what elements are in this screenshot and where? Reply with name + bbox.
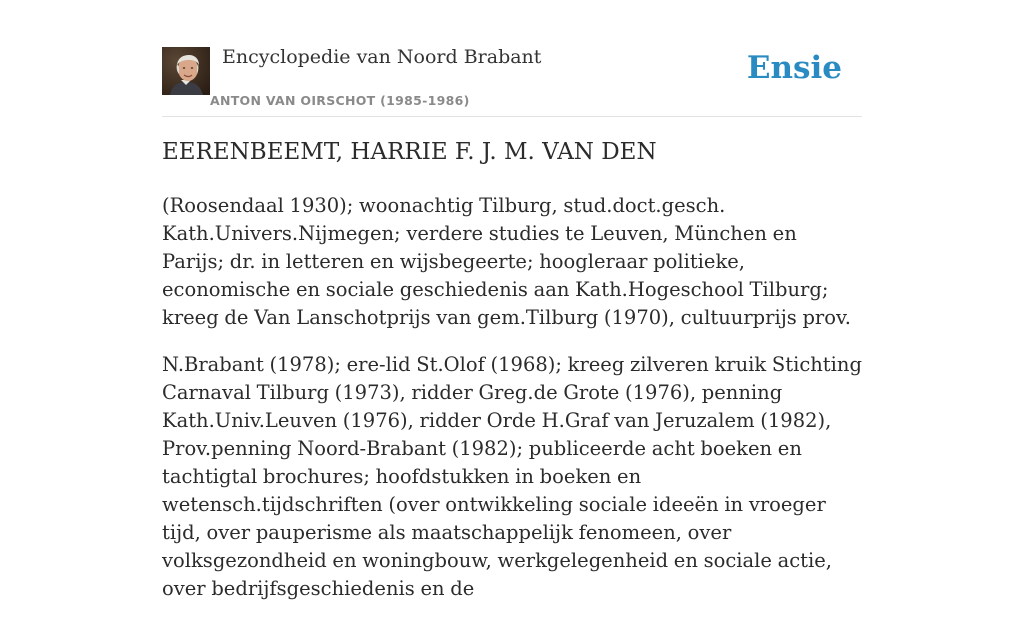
source-header [162,0,862,117]
entry-body [162,192,862,622]
author-avatar[interactable] [162,47,210,95]
entry-paragraph: (Roosendaal 1930); woonachtig Tilburg, stud.doct.gesch. Kath.Univers.Nijmegen; verdere studies te Leuven, München en Parijs; dr. in letteren en wijsbegeerte; hoogleraar politieke, economische en sociale geschiedenis aan Kath.Hogeschool Tilburg; kreeg de Van Lanschotprijs van gem.Tilburg (1970), cultuurprijs prov. [162,194,851,329]
article-page [162,0,862,600]
entry-paragraph: N.Brabant (1978); ere-lid St.Olof (1968); kreeg zilveren kruik Stichting Carnaval Tilburg (1973), ridder Greg.de Grote (1976), penning Kath.Univ.Leuven (1976), ridder Orde H.Graf van Jeruzalem (1982), Prov.penning Noord-Brabant (1982); publiceerde acht boeken en tachtigtal brochures; hoofdstukken in boeken en wetensch.tijdschriften (over ontwikkeling sociale ideeën in vroeger tijd, over pauperisme als maatschappelijk fenomeen, over volksgezondheid en woningbouw, werkgelegenheid en sociale actie, over bedrijfsgeschiedenis en de [162,353,862,600]
source-title[interactable]: Encyclopedie van Noord Brabant [222,46,542,68]
entry-title: EERENBEEMT, HARRIE F. J. M. VAN DEN [162,139,657,165]
brand-logo[interactable]: Ensie [746,50,842,86]
source-author[interactable]: ANTON VAN OIRSCHOT (1985-1986) [210,93,470,108]
author-portrait-icon [162,47,210,95]
